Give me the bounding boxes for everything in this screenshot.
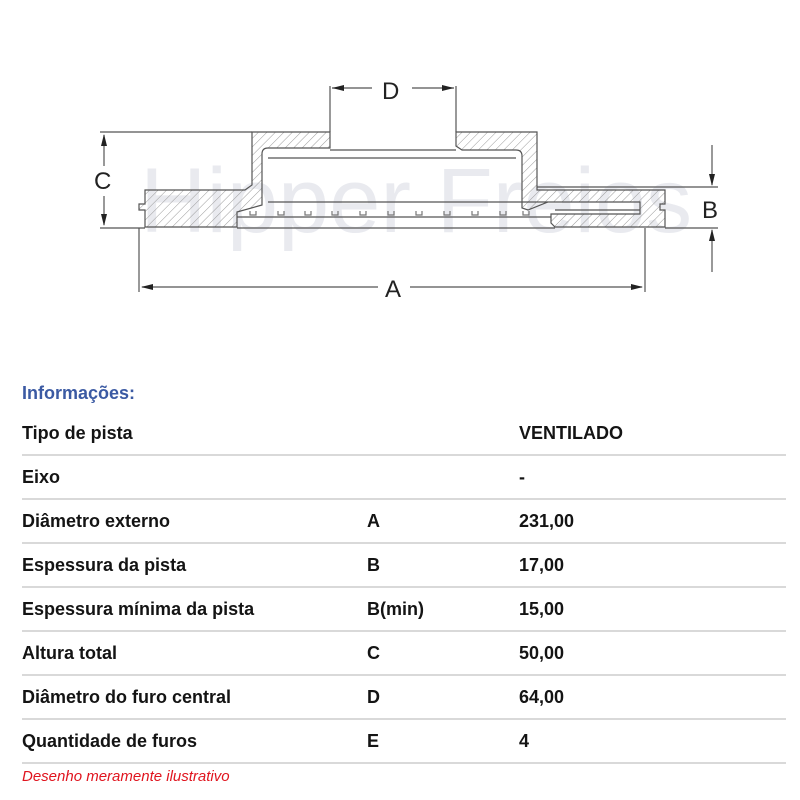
row-value: 4 [519, 731, 530, 751]
row-label: Quantidade de furos [22, 731, 198, 751]
brake-disc-technical-drawing [0, 0, 800, 340]
row-value: 17,00 [519, 555, 565, 575]
disc-cross-section-svg [0, 0, 800, 340]
row-value: - [519, 467, 525, 487]
table-row-espessura-minima [22, 588, 786, 632]
table-row-altura-total [22, 632, 786, 676]
row-label: Espessura mínima da pista [22, 599, 255, 619]
row-value: 15,00 [519, 599, 565, 619]
row-value: VENTILADO [519, 423, 624, 443]
dimension-label-a: A [385, 276, 402, 303]
dimension-label-b: B [702, 197, 719, 224]
row-code: D [367, 687, 380, 707]
table-row-diametro-externo [22, 500, 786, 544]
row-label: Diâmetro do furo central [22, 687, 232, 707]
row-code: B [367, 555, 380, 575]
info-section-title: Informações: [22, 383, 136, 403]
table-row-espessura-da-pista [22, 544, 786, 588]
dimension-label-c: C [94, 168, 112, 195]
table-row-tipo-de-pista [22, 412, 786, 456]
row-code: C [367, 643, 380, 663]
row-label: Altura total [22, 643, 118, 663]
row-value: 231,00 [519, 511, 575, 531]
row-code: B(min) [367, 599, 424, 619]
watermark-text: Hipper Freios [140, 150, 693, 252]
table-row-quantidade-de-furos [22, 720, 786, 764]
row-label: Tipo de pista [22, 423, 133, 443]
row-value: 64,00 [519, 687, 565, 707]
table-row-eixo [22, 456, 786, 500]
row-label: Diâmetro externo [22, 511, 171, 531]
row-label: Eixo [22, 467, 61, 487]
table-row-diametro-furo-central [22, 676, 786, 720]
row-value: 50,00 [519, 643, 565, 663]
row-label: Espessura da pista [22, 555, 187, 575]
row-code: E [367, 731, 380, 751]
illustrative-drawing-note: Desenho meramente ilustrativo [22, 768, 230, 785]
spec-table [22, 412, 786, 764]
dimension-label-d: D [382, 78, 400, 105]
row-code: A [367, 511, 380, 531]
